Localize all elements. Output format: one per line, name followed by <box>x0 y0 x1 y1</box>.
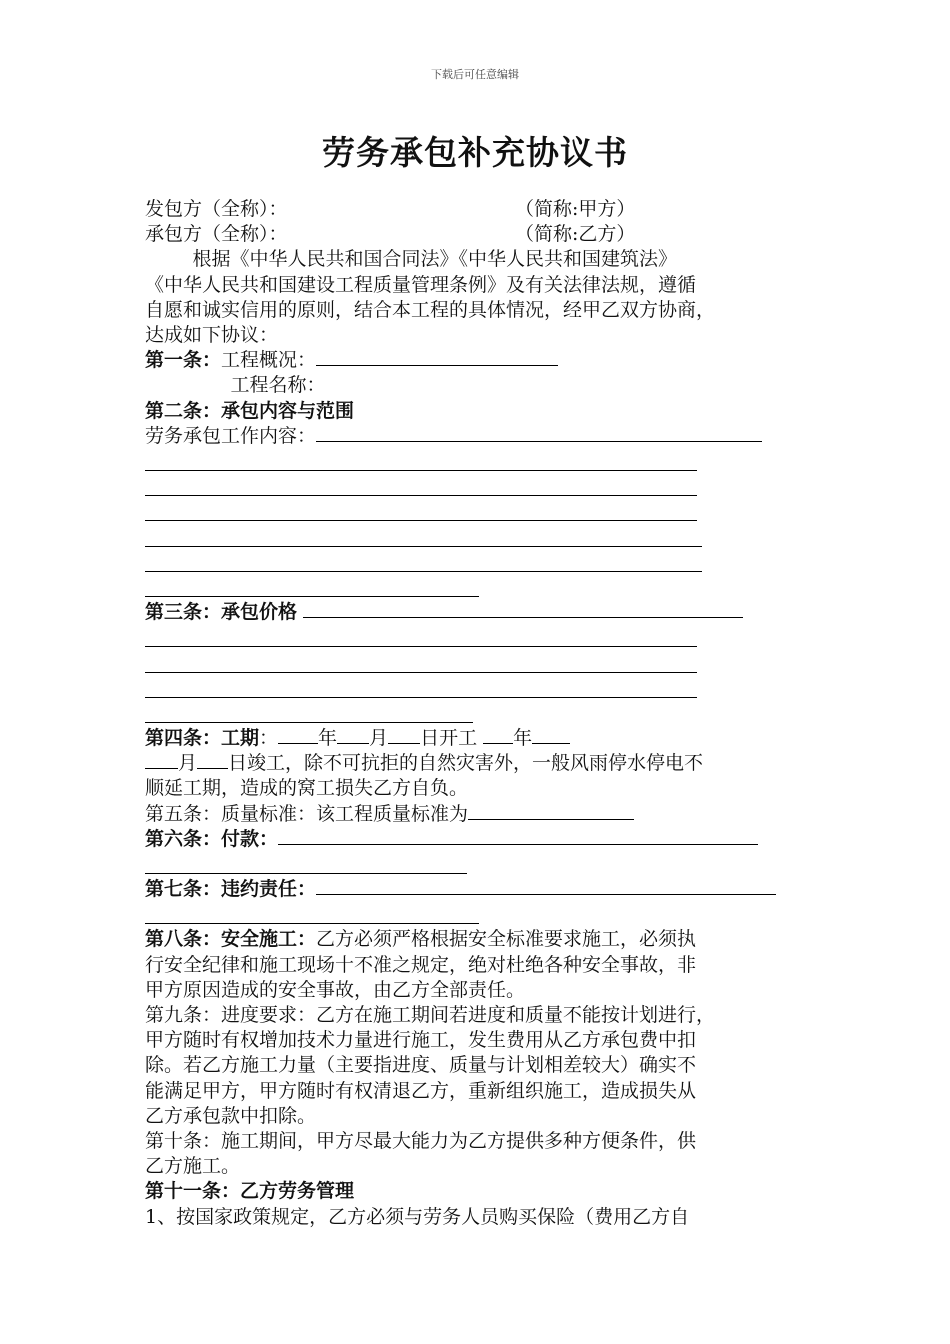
blank-line[interactable] <box>145 852 815 877</box>
article-8-line-3: 甲方原因造成的安全事故，由乙方全部责任。 <box>145 978 526 1001</box>
document-title: 劳务承包补充协议书 <box>322 133 628 172</box>
issuer-label: 发包方（全称）： <box>145 198 288 220</box>
article-10-line-1: 第十条：施工期间，甲方尽最大能力为乙方提供多种方便条件，供 <box>145 1129 697 1152</box>
blank-line[interactable] <box>145 550 815 575</box>
blank-line[interactable] <box>145 449 815 474</box>
start-year-blank[interactable] <box>278 726 318 744</box>
article-4-line-2: 月 日竣工，除不可抗拒的自然灾害外，一般风雨停水停电不 <box>145 751 815 776</box>
article-8-line-2: 行安全纪律和施工现场十不准之规定，绝对杜绝各种安全事故，非 <box>145 953 697 976</box>
article-2: 第二条：承包内容与范围 <box>145 399 355 422</box>
liability-blank[interactable] <box>316 877 776 895</box>
intro-line-1: 根据《中华人民共和国合同法》《中华人民共和国建筑法》 <box>192 248 678 271</box>
article-10-line-2: 乙方施工。 <box>145 1155 241 1178</box>
intro-line-4: 达成如下协议： <box>145 323 279 346</box>
contractor-line <box>145 222 815 247</box>
article-3: 第三条：承包价格 <box>145 600 815 625</box>
article-9-line-2: 甲方随时有权增加技术力量进行施工，发生费用从乙方承包费中扣 <box>145 1029 697 1052</box>
article-1: 第一条：工程概况： <box>145 348 815 373</box>
article-9-line-1: 第九条：进度要求：乙方在施工期间若进度和质量不能按计划进行， <box>145 1004 716 1026</box>
issuer-short: （简称:甲方） <box>515 198 636 220</box>
blank-line[interactable] <box>145 575 815 600</box>
article-9-line-4: 能满足甲方，甲方随时有权清退乙方，重新组织施工，造成损失从 <box>145 1079 697 1102</box>
blank-line[interactable] <box>145 701 815 726</box>
blank-line[interactable] <box>145 499 815 524</box>
blank-line[interactable] <box>145 902 815 927</box>
content-blank[interactable] <box>316 424 762 442</box>
overview-blank[interactable] <box>316 348 558 366</box>
contractor-short: （简称:乙方） <box>515 223 636 246</box>
article-9-line-5: 乙方承包款中扣除。 <box>145 1104 317 1127</box>
blank-line[interactable] <box>145 676 815 701</box>
intro-line-2: 《中华人民共和国建设工程质量管理条例》及有关法律法规，遵循 <box>145 273 697 296</box>
contractor-label: 承包方（全称）： <box>145 223 288 246</box>
start-day-blank[interactable] <box>388 726 420 744</box>
article-8: 第八条：安全施工：乙方必须严格根据安全标准要求施工，必须执 <box>145 928 697 951</box>
article-7: 第七条：违约责任： <box>145 877 815 902</box>
blank-line[interactable] <box>145 474 815 499</box>
article-11: 第十一条：乙方劳务管理 <box>145 1180 355 1203</box>
end-blank[interactable] <box>532 726 570 744</box>
price-blank[interactable] <box>303 600 743 618</box>
issuer-line <box>145 197 815 222</box>
article-11-item-1: 1、按国家政策规定，乙方必须与劳务人员购买保险（费用乙方自 <box>145 1205 690 1228</box>
article-1-name: 工程名称： <box>230 374 326 397</box>
article-5: 第五条：质量标准：该工程质量标准为 <box>145 802 815 827</box>
article-6: 第六条：付款： <box>145 827 815 852</box>
article-4-line-3: 顺延工期，造成的窝工损失乙方自负。 <box>145 777 469 800</box>
start-month-blank[interactable] <box>337 726 369 744</box>
payment-blank[interactable] <box>278 827 758 845</box>
blank-line[interactable] <box>145 650 815 675</box>
document-body <box>145 197 815 1230</box>
end-day-blank[interactable] <box>197 751 228 769</box>
header-note: 下载后可任意编辑 <box>431 68 519 81</box>
end-month-blank[interactable] <box>145 751 178 769</box>
intro-line-3: 自愿和诚实信用的原则，结合本工程的具体情况，经甲乙双方协商， <box>145 298 716 321</box>
quality-blank[interactable] <box>468 802 634 820</box>
blank-line[interactable] <box>145 524 815 549</box>
blank-line[interactable] <box>145 625 815 650</box>
article-4: 第四条：工期： 年 月 日开工 年 <box>145 726 815 751</box>
article-9-line-3: 除。若乙方施工力量（主要指进度、质量与计划相差较大）确实不 <box>145 1054 697 1077</box>
article-2-content: 劳务承包工作内容： <box>145 424 815 449</box>
end-year-blank[interactable] <box>483 726 513 744</box>
